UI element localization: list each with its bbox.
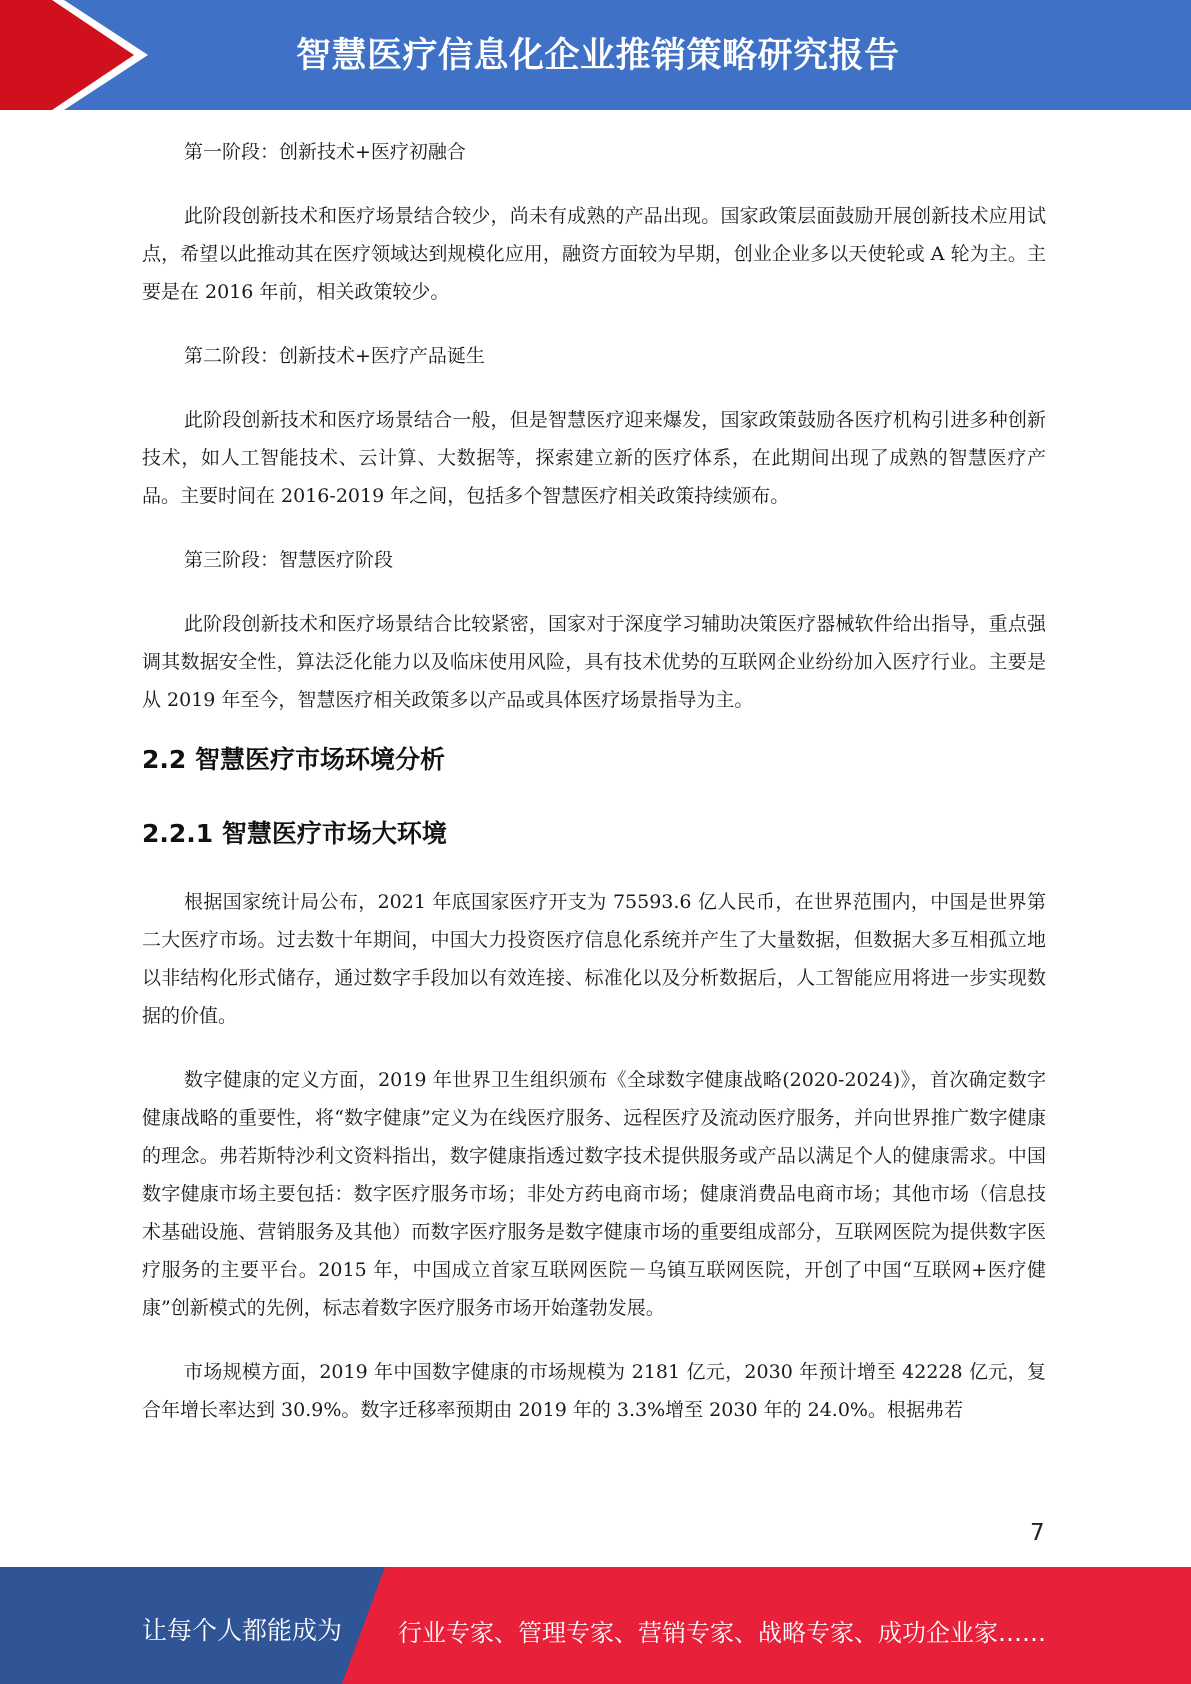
section-heading-2-2: 2.2 智慧医疗市场环境分析 <box>142 745 445 774</box>
stage3-paragraph: 此阶段创新技术和医疗场景结合比较紧密，国家对于深度学习辅助决策医疗器械软件给出指导，重点强调其数据安全性，算法泛化能力以及临床使用风险，具有技术优势的互联网企业纷纷加入医疗行业。主要是从 2019 年至今，智慧医疗相关政策多以产品或具体医疗场景指导为主。 <box>142 613 1046 711</box>
stage1-paragraph: 此阶段创新技术和医疗场景结合较少，尚未有成熟的产品出现。国家政策层面鼓励开展创新技术应用试点，希望以此推动其在医疗领域达到规模化应用，融资方面较为早期，创业企业多以天使轮或 A 轮为主。主要是在 2016 年前，相关政策较少。 <box>142 205 1046 303</box>
market-paragraph-1: 根据国家统计局公布，2021 年底国家医疗开支为 75593.6 亿人民币，在世界范围内，中国是世界第二大医疗市场。过去数十年期间，中国大力投资医疗信息化系统并产生了大量数据，但数据大多互相孤立地以非结构化形式储存，通过数字手段加以有效连接、标准化以及分析数据后，人工智能应用将进一步实现数据的价值。 <box>142 891 1046 1027</box>
stage3-title: 第三阶段：智慧医疗阶段 <box>184 549 394 571</box>
document-body <box>142 133 1046 1429</box>
stage2-title: 第二阶段：创新技术+医疗产品诞生 <box>184 345 485 367</box>
market-paragraph-2: 数字健康的定义方面，2019 年世界卫生组织颁布《全球数字健康战略(2020-2024)》，首次确定数字健康战略的重要性，将“数字健康”定义为在线医疗服务、远程医疗及流动医疗服务，并向世界推广数字健康的理念。弗若斯特沙利文资料指出，数字健康指透过数字技术提供服务或产品以满足个人的健康需求。中国数字健康市场主要包括：数字医疗服务市场；非处方药电商市场；健康消费品电商市场；其他市场（信息技术基础设施、营销服务及其他）而数字医疗服务是数字健康市场的重要组成部分，互联网医院为提供数字医疗服务的主要平台。2015 年，中国成立首家互联网医院－乌镇互联网医院，开创了中国“互联网+医疗健康”创新模式的先例，标志着数字医疗服务市场开始蓬勃发展。 <box>142 1069 1046 1319</box>
stage2-paragraph: 此阶段创新技术和医疗场景结合一般，但是智慧医疗迎来爆发，国家政策鼓励各医疗机构引进多种创新技术，如人工智能技术、云计算、大数据等，探索建立新的医疗体系，在此期间出现了成熟的智慧医疗产品。主要时间在 2016-2019 年之间，包括多个智慧医疗相关政策持续颁布。 <box>142 409 1046 507</box>
page-header <box>0 0 1191 110</box>
header-title: 智慧医疗信息化企业推销策略研究报告 <box>296 36 900 76</box>
footer-slogan-left: 让每个人都能成为 <box>142 1616 343 1645</box>
market-paragraph-3: 市场规模方面，2019 年中国数字健康的市场规模为 2181 亿元，2030 年预计增至 42228 亿元，复合年增长率达到 30.9%。数字迁移率预期由 2019 年的 3.3%增至 2030 年的 24.0%。根据弗若 <box>142 1361 1046 1421</box>
page-number: 7 <box>1030 1520 1045 1546</box>
page-footer <box>0 1567 1191 1684</box>
section-heading-2-2-1: 2.2.1 智慧医疗市场大环境 <box>142 819 447 848</box>
stage1-title: 第一阶段：创新技术+医疗初融合 <box>184 141 466 163</box>
footer-slogan-right: 行业专家、管理专家、营销专家、战略专家、成功企业家…… <box>398 1619 1046 1647</box>
